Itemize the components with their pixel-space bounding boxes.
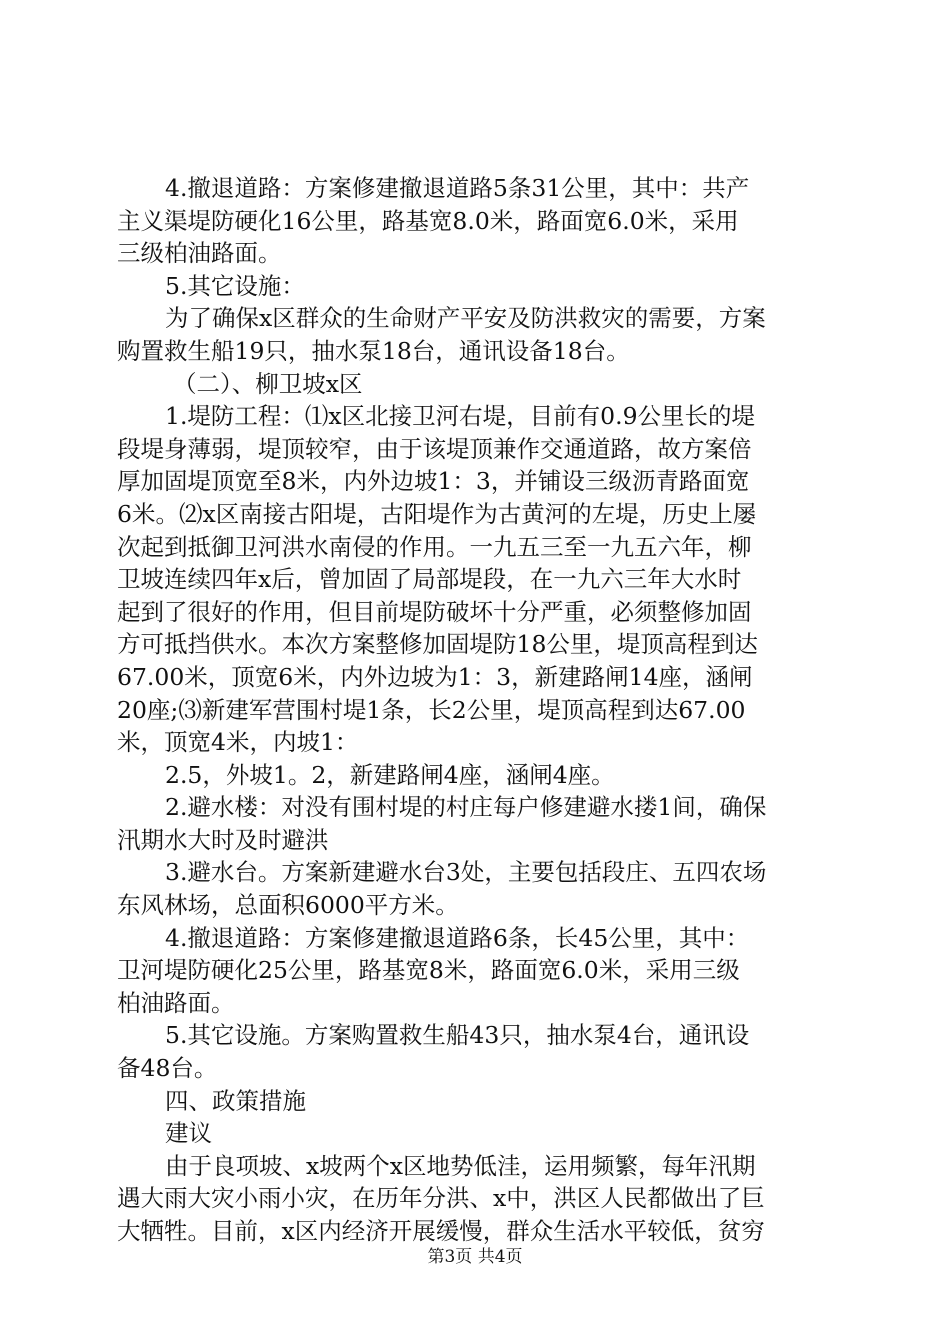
text-line: 5.其它设施。方案购置救生船43只，抽水泵4台，通讯设	[165, 1021, 750, 1050]
document-body	[117, 172, 835, 1248]
text-line: 起到了很好的作用，但目前堤防破坏十分严重，必须整修加固	[117, 597, 752, 626]
text-line: 柏油路面。	[117, 988, 235, 1017]
text-line: 3.避水台。方案新建避水台3处，主要包括段庄、五四农场	[165, 858, 767, 887]
text-line: 购置救生船19只，抽水泵18台，通讯设备18台。	[117, 336, 630, 365]
text-line: 2.避水楼：对没有围村堤的村庄每户修建避水搂1间，确保	[165, 793, 767, 822]
text-line: 1.堤防工程：⑴x区北接卫河右堤，目前有0.9公里长的堤	[165, 402, 756, 431]
text-line: 大牺牲。目前，x区内经济开展缓慢，群众生活水平较低，贫穷	[117, 1217, 765, 1245]
text-line: 卫坡连续四年x后，曾加固了局部堤段，在一九六三年大水时	[117, 565, 742, 594]
text-line: 建议	[165, 1119, 212, 1148]
text-line: 4.撤退道路：方案修建撤退道路6条，长45公里，其中：	[165, 923, 750, 952]
text-line: 次起到抵御卫河洪水南侵的作用。一九五三至一九五六年，柳	[117, 532, 752, 561]
text-line: 三级柏油路面。	[117, 239, 282, 268]
text-line: 备48台。	[117, 1054, 218, 1083]
text-line: 段堤身薄弱，堤顶较窄，由于该堤顶兼作交通道路，故方案倍	[117, 434, 752, 463]
text-line: （二）、柳卫坡x区	[173, 369, 363, 398]
text-line: 20座;⑶新建军营围村堤1条，长2公里，堤顶高程到达67.00	[117, 695, 746, 724]
text-line: 主义渠堤防硬化16公里，路基宽8.0米，路面宽6.0米，采用	[117, 206, 739, 235]
text-line: 67.00米，顶宽6米，内外边坡为1：3，新建路闸14座，涵闸	[117, 662, 753, 691]
text-line: 米，顶宽4米，内坡1：	[117, 728, 359, 757]
text-line: 6米。⑵x区南接古阳堤，古阳堤作为古黄河的左堤，历史上屡	[117, 499, 757, 528]
text-line: 为了确保x区群众的生命财产平安及防洪救灾的需要，方案	[165, 304, 766, 333]
text-line: 四、政策措施	[165, 1086, 306, 1115]
text-line: 2.5，外坡1。2，新建路闸4座，涵闸4座。	[165, 760, 615, 789]
text-line: 东风林场，总面积6000平方米。	[117, 891, 459, 920]
text-line: 卫河堤防硬化25公里，路基宽8米，路面宽6.0米，采用三级	[117, 956, 740, 985]
text-line: 汛期水大时及时避洪	[117, 825, 329, 854]
text-line: 由于良项坡、x坡两个x区地势低洼，运用频繁，每年汛期	[165, 1151, 756, 1180]
text-line: 方可抵挡供水。本次方案整修加固堤防18公里，堤顶高程到达	[117, 630, 758, 659]
page-footer: 第3页 共4页	[427, 1247, 523, 1267]
text-line: 遇大雨大灾小雨小灾，在历年分洪、x中，洪区人民都做出了巨	[117, 1184, 765, 1213]
text-line: 5.其它设施：	[165, 271, 305, 300]
text-line: 厚加固堤顶宽至8米，内外边坡1：3，并铺设三级沥青路面宽	[117, 467, 750, 496]
text-line: 4.撤退道路：方案修建撤退道路5条31公里，其中：共产	[165, 174, 750, 202]
